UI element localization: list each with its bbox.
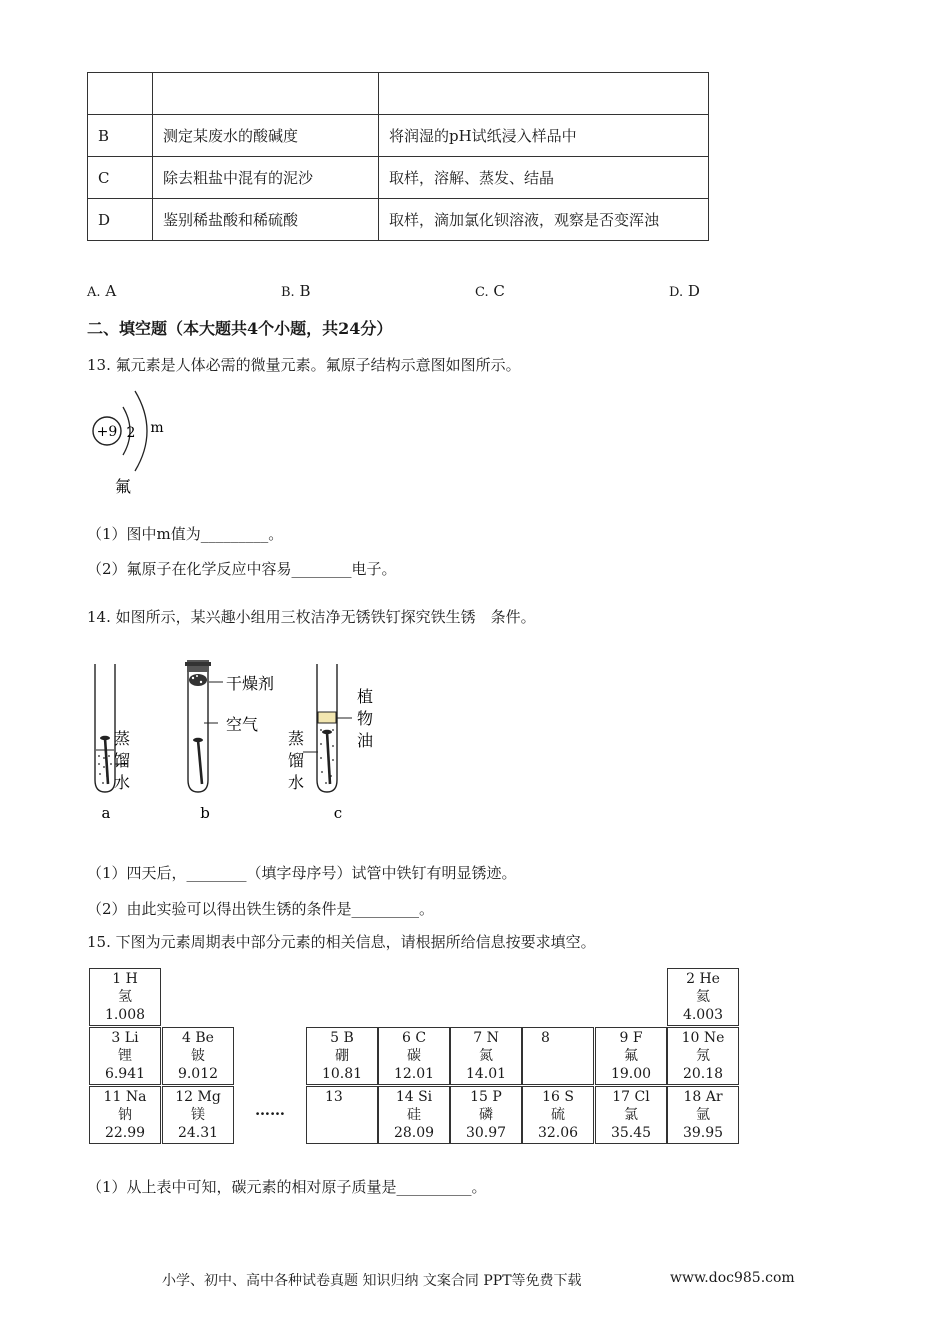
table-cell-method: 取样，滴加氯化钡溶液，观察是否变浑浊: [379, 199, 709, 241]
element-number-symbol: [523, 1029, 593, 1047]
atomic-mass: 19.00: [610, 1066, 652, 1082]
element-cell: [667, 1027, 739, 1085]
element-name: 氦: [696, 989, 710, 1005]
element-name: 硅: [407, 1107, 421, 1123]
atomic-mass: 4.003: [682, 1007, 724, 1023]
atomic-number: 16: [542, 1089, 560, 1105]
table-cell-experiment: 鉴别稀盐酸和稀硫酸: [153, 199, 379, 241]
atomic-number: 18: [683, 1089, 702, 1105]
element-symbol: Ne: [703, 1030, 725, 1046]
c-water-label-1: 蒸: [288, 729, 305, 748]
c-oil-label-1: 植: [357, 687, 374, 706]
table-cell-method: 取样，溶解、蒸发、结晶: [379, 157, 709, 199]
q13-part2: （2）氟原子在化学反应中容易________电子。: [87, 560, 397, 578]
element-number-symbol: [596, 1029, 666, 1047]
element-cell: [522, 1027, 594, 1085]
element-symbol: Li: [124, 1030, 139, 1046]
element-cell: [450, 1027, 522, 1085]
a-water-label-1: 蒸: [114, 729, 131, 748]
table-cell-letter: [88, 73, 153, 115]
atomic-number: 9: [619, 1030, 629, 1046]
atomic-number: 5: [330, 1030, 340, 1046]
table-cell-experiment: [153, 73, 379, 115]
q13-stem: 13. 氟元素是人体必需的微量元素。氟原子结构示意图如图所示。: [87, 356, 521, 374]
b-air-label: 空气: [226, 715, 259, 734]
element-name: 磷: [479, 1107, 493, 1123]
element-symbol: Cl: [634, 1089, 650, 1105]
element-name: 氖: [696, 1048, 710, 1064]
atomic-number: 2: [686, 971, 695, 987]
table-row: [88, 157, 709, 199]
table-row: [88, 115, 709, 157]
element-name: 氟: [114, 477, 132, 496]
tube-c-label: c: [333, 804, 343, 822]
element-name: 硼: [335, 1048, 349, 1064]
tube-a-label: a: [101, 804, 111, 822]
table-row: [88, 199, 709, 241]
element-cell: [89, 968, 161, 1026]
atomic-number: 15: [470, 1089, 488, 1105]
atomic-number: 3: [111, 1030, 121, 1046]
element-number-symbol: [668, 970, 738, 988]
table-cell-method: [379, 73, 709, 115]
q14-stem: 14. 如图所示，某兴趣小组用三枚洁净无锈铁钉探究铁生锈 条件。: [87, 608, 536, 626]
element-cell: [522, 1086, 594, 1144]
q13-part1: （1）图中m值为_________。: [87, 525, 284, 543]
element-cell: [162, 1027, 234, 1085]
table-row: [88, 73, 709, 115]
element-symbol: Si: [418, 1089, 433, 1105]
b-desiccant-label: 干燥剂: [226, 674, 275, 693]
nucleus-label: +9: [96, 424, 118, 440]
atomic-number: 14: [395, 1089, 414, 1105]
q14-part1: （1）四天后，________（填字母序号）试管中铁钉有明显锈迹。: [87, 864, 517, 882]
element-cell: [306, 1086, 378, 1144]
c-oil-label-3: 油: [357, 731, 374, 750]
element-number-symbol: [90, 1088, 160, 1106]
element-cell: [89, 1086, 161, 1144]
element-symbol: Ar: [705, 1089, 723, 1105]
atomic-mass: 22.99: [104, 1125, 146, 1141]
element-number-symbol: [523, 1088, 593, 1106]
element-cell: [162, 1086, 234, 1144]
option-b: B. B: [281, 282, 311, 300]
element-number-symbol: [668, 1088, 738, 1106]
element-symbol: Na: [125, 1089, 147, 1105]
a-water-label-2: 馏: [114, 751, 131, 770]
atomic-mass: 12.01: [393, 1066, 435, 1082]
table-cell-letter: B: [88, 115, 153, 157]
element-number-symbol: [379, 1088, 449, 1106]
element-name: 钠: [118, 1107, 132, 1123]
atomic-mass: 20.18: [682, 1066, 724, 1082]
element-cell: [89, 1027, 161, 1085]
element-name: 锂: [118, 1048, 132, 1064]
table-cell-experiment: 测定某废水的酸碱度: [153, 115, 379, 157]
iron-rust-experiment-figure: [87, 652, 407, 832]
atomic-number: 1: [112, 971, 122, 987]
element-name: 氯: [624, 1107, 638, 1123]
tube-b: [185, 660, 223, 792]
element-cell: [667, 1086, 739, 1144]
atomic-mass: 10.81: [321, 1066, 363, 1082]
tube-b-label: b: [200, 804, 210, 822]
element-name: 氮: [479, 1048, 493, 1064]
element-cell: [306, 1027, 378, 1085]
element-number-symbol: [90, 970, 160, 988]
element-cell: [667, 968, 739, 1026]
atomic-number: 4: [182, 1030, 191, 1046]
element-name: 氩: [696, 1107, 710, 1123]
element-symbol: He: [699, 971, 720, 987]
element-symbol: C: [415, 1030, 427, 1046]
table-cell-letter: C: [88, 157, 153, 199]
shell1-electrons: 2: [126, 425, 136, 441]
q15-part1: （1）从上表中可知，碳元素的相对原子质量是__________。: [87, 1178, 487, 1196]
element-number-symbol: [379, 1029, 449, 1047]
element-symbol: P: [492, 1089, 502, 1105]
q15-stem: 15. 下图为元素周期表中部分元素的相关信息，请根据所给信息按要求填空。: [87, 933, 596, 951]
atomic-number: 17: [612, 1089, 631, 1105]
element-number-symbol: [451, 1029, 521, 1047]
element-name: 氟: [624, 1048, 638, 1064]
table-cell-method: 将润湿的pH试纸浸入样品中: [379, 115, 709, 157]
element-name: 氢: [118, 989, 132, 1005]
atomic-mass: 6.941: [104, 1066, 146, 1082]
c-oil-label-2: 物: [357, 709, 374, 728]
element-name: 镁: [191, 1107, 205, 1123]
element-number-symbol: [307, 1029, 377, 1047]
atomic-number: 13: [325, 1089, 343, 1105]
atomic-mass: 32.06: [537, 1125, 579, 1141]
shell-arc-2: [135, 391, 147, 471]
atomic-mass: 9.012: [177, 1066, 219, 1082]
element-number-symbol: [163, 1088, 233, 1106]
atomic-mass: 35.45: [610, 1125, 652, 1141]
element-symbol: Be: [195, 1030, 214, 1046]
atomic-number: 8: [541, 1030, 550, 1046]
element-number-symbol: [90, 1029, 160, 1047]
element-number-symbol: [596, 1088, 666, 1106]
periodic-ellipsis: ……: [255, 1101, 285, 1119]
atomic-number: 12: [175, 1089, 194, 1105]
element-name: 硫: [551, 1107, 565, 1123]
tube-c: [303, 664, 352, 792]
element-cell: [595, 1086, 667, 1144]
element-number-symbol: [307, 1088, 377, 1106]
element-symbol: B: [343, 1030, 354, 1046]
section-heading: 二、填空题（本大题共4个小题，共24分）: [87, 319, 393, 338]
a-water-label-3: 水: [114, 773, 131, 792]
atomic-number: 7: [473, 1030, 483, 1046]
element-cell: [378, 1027, 450, 1085]
element-cell: [450, 1086, 522, 1144]
element-number-symbol: [668, 1029, 738, 1047]
shell2-electrons: m: [150, 420, 164, 436]
element-cell: [378, 1086, 450, 1144]
q14-part2: （2）由此实验可以得出铁生锈的条件是_________。: [87, 900, 435, 918]
option-c: C. C: [475, 282, 505, 300]
element-symbol: Mg: [197, 1089, 221, 1105]
element-name: 铍: [191, 1048, 205, 1064]
q12-table: [87, 72, 709, 241]
element-number-symbol: [451, 1088, 521, 1106]
footer-url[interactable]: www.doc985.com: [670, 1270, 795, 1286]
element-symbol: S: [564, 1089, 574, 1105]
atomic-mass: 30.97: [465, 1125, 507, 1141]
element-number-symbol: [163, 1029, 233, 1047]
atomic-mass: 1.008: [104, 1007, 146, 1023]
option-d: D. D: [669, 282, 700, 300]
footer-text: 小学、初中、高中各种试卷真题 知识归纳 文案合同 PPT等免费下载: [162, 1273, 582, 1289]
element-symbol: N: [486, 1030, 499, 1046]
element-cell: [595, 1027, 667, 1085]
element-symbol: F: [632, 1030, 643, 1046]
atomic-mass: 14.01: [465, 1066, 507, 1082]
atomic-mass: 39.95: [682, 1125, 724, 1141]
fluorine-atom-diagram: [87, 385, 187, 500]
atomic-number: 10: [681, 1030, 700, 1046]
atomic-number: 11: [103, 1089, 122, 1105]
element-name: 碳: [407, 1048, 421, 1064]
c-water-label-3: 水: [288, 773, 305, 792]
element-symbol: H: [125, 971, 138, 987]
atomic-mass: 28.09: [393, 1125, 435, 1141]
atomic-number: 6: [401, 1030, 411, 1046]
c-water-label-2: 馏: [288, 751, 305, 770]
option-a: A. A: [87, 282, 117, 300]
table-cell-letter: D: [88, 199, 153, 241]
atomic-mass: 24.31: [177, 1125, 219, 1141]
table-cell-experiment: 除去粗盐中混有的泥沙: [153, 157, 379, 199]
